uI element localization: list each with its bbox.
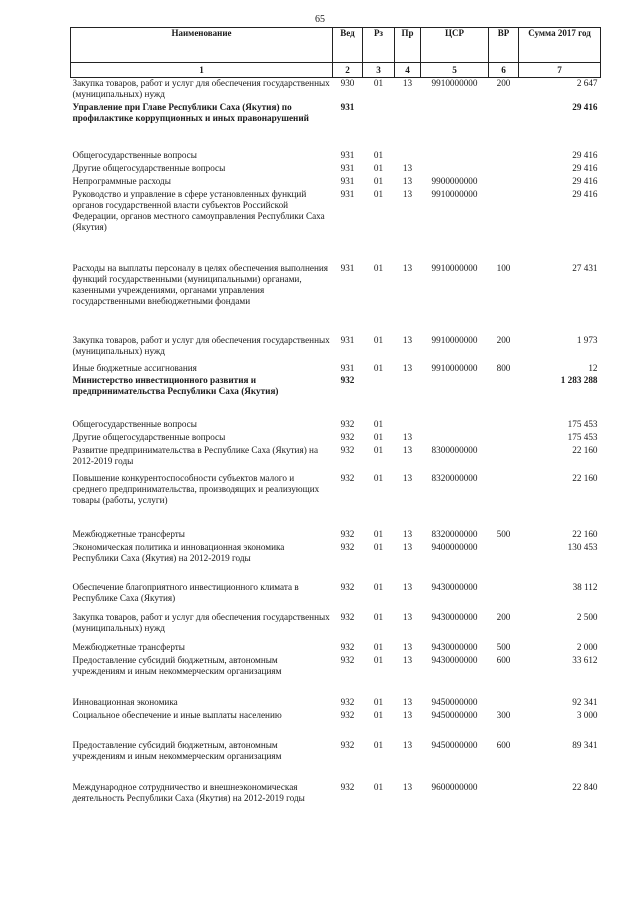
row-name: Повышение конкурентоспособности субъектов малого и среднего предпринимательства, производящих и реализующих товары (работы, услуги) bbox=[72, 472, 320, 505]
table-row bbox=[71, 335, 601, 363]
row-name: Международное сотрудничество и внешнеэкономическая деятельность Республики Саха (Якутия) на 2012-2019 годы bbox=[72, 781, 305, 803]
row-csr: 9430000000 bbox=[431, 654, 478, 665]
row-vr: 800 bbox=[496, 362, 511, 373]
row-vr bbox=[489, 150, 519, 163]
row-rz: 01 bbox=[373, 188, 384, 199]
header-pr: Пр bbox=[395, 28, 421, 63]
row-ved: 932 bbox=[340, 444, 355, 455]
row-csr: 9910000000 bbox=[431, 334, 478, 345]
row-vr: 600 bbox=[496, 654, 511, 665]
table-row bbox=[71, 740, 601, 782]
page-number: 65 bbox=[315, 14, 325, 25]
row-sum: 92 341 bbox=[572, 696, 598, 707]
row-sum: 2 647 bbox=[576, 78, 598, 88]
row-sum: 22 160 bbox=[572, 444, 598, 455]
row-pr: 13 bbox=[402, 362, 413, 373]
row-ved: 931 bbox=[340, 362, 355, 373]
row-name: Межбюджетные трансферты bbox=[72, 641, 185, 652]
row-csr: 9430000000 bbox=[431, 611, 478, 622]
row-rz: 01 bbox=[373, 362, 384, 373]
row-rz: 01 bbox=[373, 528, 384, 539]
row-rz: 01 bbox=[373, 696, 384, 707]
table-row bbox=[71, 655, 601, 697]
row-pr: 13 bbox=[402, 781, 413, 792]
row-ved: 932 bbox=[340, 431, 355, 442]
row-ved: 932 bbox=[340, 472, 355, 483]
column-number: 3 bbox=[363, 63, 395, 78]
row-rz: 01 bbox=[373, 149, 384, 160]
row-ved: 932 bbox=[340, 418, 355, 429]
table-row bbox=[71, 710, 601, 740]
row-vr bbox=[489, 542, 519, 582]
row-sum: 3 000 bbox=[576, 709, 598, 720]
row-name: Непрограммные расходы bbox=[72, 175, 171, 186]
row-csr bbox=[421, 102, 489, 150]
table-row bbox=[71, 375, 601, 419]
row-pr: 13 bbox=[402, 472, 413, 483]
row-rz: 01 bbox=[373, 418, 384, 429]
table-row bbox=[71, 473, 601, 529]
row-pr: 13 bbox=[402, 611, 413, 622]
row-name: Развитие предпринимательства в Республике Саха (Якутия) на 2012-2019 годы bbox=[72, 444, 319, 466]
row-csr: 8320000000 bbox=[431, 472, 478, 483]
header-rz: Рз bbox=[363, 28, 395, 63]
row-pr: 13 bbox=[402, 175, 413, 186]
row-rz: 01 bbox=[373, 262, 384, 273]
row-name: Расходы на выплаты персоналу в целях обеспечения выполнения функций государственными (муниципальными) органами, казенными учреждениями, органами управления государственными внебюджетными фондами bbox=[72, 262, 329, 306]
row-csr bbox=[421, 375, 489, 419]
row-rz: 01 bbox=[373, 654, 384, 665]
row-sum: 2 500 bbox=[576, 611, 598, 622]
row-ved: 931 bbox=[340, 334, 355, 345]
row-vr: 500 bbox=[496, 641, 511, 652]
row-name: Другие общегосударственные вопросы bbox=[72, 431, 226, 442]
table-row bbox=[71, 363, 601, 375]
row-pr bbox=[395, 419, 421, 432]
row-pr: 13 bbox=[402, 581, 413, 592]
table-row bbox=[71, 612, 601, 642]
row-vr: 200 bbox=[496, 611, 511, 622]
row-ved: 932 bbox=[340, 374, 355, 385]
row-vr: 200 bbox=[496, 334, 511, 345]
row-csr: 9910000000 bbox=[431, 362, 478, 373]
table-row bbox=[71, 582, 601, 612]
row-pr: 13 bbox=[402, 431, 413, 442]
row-csr bbox=[421, 432, 489, 445]
row-rz: 01 bbox=[373, 611, 384, 622]
row-name: Межбюджетные трансферты bbox=[72, 528, 185, 539]
row-pr: 13 bbox=[402, 528, 413, 539]
row-vr: 600 bbox=[496, 739, 511, 750]
row-sum: 29 416 bbox=[572, 101, 598, 112]
row-sum: 12 bbox=[588, 362, 598, 373]
column-number: 5 bbox=[421, 63, 489, 78]
row-rz: 01 bbox=[373, 472, 384, 483]
row-ved: 931 bbox=[340, 162, 355, 173]
row-sum: 27 431 bbox=[572, 262, 598, 273]
row-pr: 13 bbox=[402, 188, 413, 199]
row-sum: 29 416 bbox=[572, 162, 598, 173]
row-csr: 9900000000 bbox=[431, 175, 478, 186]
row-pr: 13 bbox=[402, 78, 413, 88]
table-row bbox=[71, 782, 601, 822]
row-sum: 175 453 bbox=[567, 418, 598, 429]
row-ved: 932 bbox=[340, 781, 355, 792]
row-pr: 13 bbox=[402, 444, 413, 455]
column-number: 4 bbox=[395, 63, 421, 78]
row-name: Предоставление субсидий бюджетным, автономным учреждениям и иным некоммерческим организациям bbox=[72, 739, 282, 761]
row-vr bbox=[489, 189, 519, 263]
table-row bbox=[71, 102, 601, 150]
row-name: Предоставление субсидий бюджетным, автономным учреждениям и иным некоммерческим организациям bbox=[72, 654, 282, 676]
row-name: Общегосударственные вопросы bbox=[72, 149, 197, 160]
row-vr: 200 bbox=[496, 78, 511, 88]
row-pr: 13 bbox=[402, 541, 413, 552]
column-number: 1 bbox=[71, 63, 333, 78]
header-csr: ЦСР bbox=[421, 28, 489, 63]
row-name: Социальное обеспечение и иные выплаты населению bbox=[72, 709, 282, 720]
row-vr: 500 bbox=[496, 528, 511, 539]
row-rz: 01 bbox=[373, 444, 384, 455]
row-csr: 9910000000 bbox=[431, 262, 478, 273]
header-vr: ВР bbox=[489, 28, 519, 63]
row-ved: 931 bbox=[340, 149, 355, 160]
row-sum: 29 416 bbox=[572, 149, 598, 160]
row-ved: 932 bbox=[340, 581, 355, 592]
table-row bbox=[71, 189, 601, 263]
row-ved: 932 bbox=[340, 654, 355, 665]
header-ved: Вед bbox=[333, 28, 363, 63]
row-vr bbox=[489, 176, 519, 189]
header-sum: Сумма 2017 год bbox=[519, 28, 601, 63]
row-csr bbox=[421, 150, 489, 163]
row-rz: 01 bbox=[373, 581, 384, 592]
row-sum: 22 160 bbox=[572, 472, 598, 483]
row-vr: 100 bbox=[496, 262, 511, 273]
row-pr: 13 bbox=[402, 739, 413, 750]
table-row bbox=[71, 642, 601, 655]
row-pr: 13 bbox=[402, 334, 413, 345]
row-sum: 29 416 bbox=[572, 175, 598, 186]
row-csr: 8300000000 bbox=[431, 444, 478, 455]
row-name: Экономическая политика и инновационная экономика Республики Саха (Якутия) на 2012-2019 годы bbox=[72, 541, 285, 563]
row-pr: 13 bbox=[402, 696, 413, 707]
column-number: 2 bbox=[333, 63, 363, 78]
row-csr bbox=[421, 419, 489, 432]
column-number: 6 bbox=[489, 63, 519, 78]
table-row bbox=[71, 150, 601, 163]
table-row bbox=[71, 445, 601, 473]
table-row bbox=[71, 163, 601, 176]
row-sum: 33 612 bbox=[572, 654, 598, 665]
row-rz: 01 bbox=[373, 781, 384, 792]
table-row bbox=[71, 78, 601, 102]
row-ved: 931 bbox=[340, 101, 355, 112]
row-vr bbox=[489, 582, 519, 612]
row-name: Инновационная экономика bbox=[72, 696, 178, 707]
budget-table-body bbox=[71, 78, 601, 822]
row-csr: 9450000000 bbox=[431, 696, 478, 707]
row-csr: 9430000000 bbox=[431, 581, 478, 592]
row-name: Закупка товаров, работ и услуг для обеспечения государственных (муниципальных) нужд bbox=[72, 334, 330, 356]
row-name: Закупка товаров, работ и услуг для обеспечения государственных (муниципальных) нужд bbox=[72, 611, 330, 633]
row-vr bbox=[489, 432, 519, 445]
row-ved: 932 bbox=[340, 611, 355, 622]
row-sum: 2 000 bbox=[576, 641, 598, 652]
row-csr: 9910000000 bbox=[431, 188, 478, 199]
row-vr bbox=[489, 102, 519, 150]
table-row bbox=[71, 542, 601, 582]
row-sum: 89 341 bbox=[572, 739, 598, 750]
row-pr: 13 bbox=[402, 709, 413, 720]
row-pr bbox=[395, 150, 421, 163]
row-ved: 932 bbox=[340, 641, 355, 652]
row-sum: 1 973 bbox=[576, 334, 598, 345]
row-csr: 9910000000 bbox=[431, 78, 478, 88]
row-rz: 01 bbox=[373, 175, 384, 186]
header-name: Наименование bbox=[71, 28, 333, 63]
row-csr: 9600000000 bbox=[431, 781, 478, 792]
row-ved: 932 bbox=[340, 739, 355, 750]
row-vr bbox=[489, 163, 519, 176]
row-ved: 932 bbox=[340, 709, 355, 720]
row-rz: 01 bbox=[373, 431, 384, 442]
row-rz bbox=[363, 102, 395, 150]
row-csr: 9430000000 bbox=[431, 641, 478, 652]
row-rz: 01 bbox=[373, 78, 384, 88]
row-ved: 931 bbox=[340, 262, 355, 273]
column-number-row bbox=[71, 63, 601, 78]
row-rz: 01 bbox=[373, 709, 384, 720]
row-ved: 932 bbox=[340, 696, 355, 707]
row-name: Иные бюджетные ассигнования bbox=[72, 362, 197, 373]
row-vr bbox=[489, 697, 519, 710]
row-rz: 01 bbox=[373, 739, 384, 750]
row-pr bbox=[395, 102, 421, 150]
row-vr bbox=[489, 375, 519, 419]
column-number: 7 bbox=[519, 63, 601, 78]
table-row bbox=[71, 529, 601, 542]
row-csr: 9400000000 bbox=[431, 541, 478, 552]
row-ved: 931 bbox=[340, 188, 355, 199]
row-vr bbox=[489, 419, 519, 432]
row-csr bbox=[421, 163, 489, 176]
row-rz: 01 bbox=[373, 641, 384, 652]
row-sum: 1 283 288 bbox=[560, 374, 598, 385]
row-sum: 130 453 bbox=[567, 541, 598, 552]
row-rz bbox=[363, 375, 395, 419]
row-pr: 13 bbox=[402, 641, 413, 652]
budget-table bbox=[70, 27, 601, 822]
row-pr: 13 bbox=[402, 262, 413, 273]
table-row bbox=[71, 697, 601, 710]
row-name: Руководство и управление в сфере установленных функций органов государственной власти субъектов Российской Федерации, органов местного самоуправления Республики Саха (Якутия) bbox=[72, 188, 325, 232]
table-row bbox=[71, 263, 601, 335]
row-rz: 01 bbox=[373, 162, 384, 173]
row-pr: 13 bbox=[402, 162, 413, 173]
row-vr bbox=[489, 473, 519, 529]
row-name: Управление при Главе Республики Саха (Якутия) по профилактике коррупционных и иных правонарушений bbox=[72, 101, 309, 123]
row-csr: 8320000000 bbox=[431, 528, 478, 539]
row-ved: 931 bbox=[340, 175, 355, 186]
row-name: Общегосударственные вопросы bbox=[72, 418, 197, 429]
table-row bbox=[71, 432, 601, 445]
row-csr: 9450000000 bbox=[431, 739, 478, 750]
row-pr: 13 bbox=[402, 654, 413, 665]
row-pr bbox=[395, 375, 421, 419]
row-rz: 01 bbox=[373, 541, 384, 552]
row-ved: 932 bbox=[340, 528, 355, 539]
row-csr: 9450000000 bbox=[431, 709, 478, 720]
row-name: Министерство инвестиционного развития и предпринимательства Республики Саха (Якутия) bbox=[72, 374, 279, 396]
row-vr bbox=[489, 782, 519, 822]
row-name: Обеспечение благоприятного инвестиционного климата в Республике Саха (Якутия) bbox=[72, 581, 299, 603]
row-vr bbox=[489, 445, 519, 473]
table-row bbox=[71, 176, 601, 189]
row-ved: 930 bbox=[340, 78, 355, 88]
row-sum: 29 416 bbox=[572, 188, 598, 199]
row-sum: 22 840 bbox=[572, 781, 598, 792]
table-row bbox=[71, 419, 601, 432]
row-sum: 175 453 bbox=[567, 431, 598, 442]
table-header-row bbox=[71, 28, 601, 63]
row-vr: 300 bbox=[496, 709, 511, 720]
row-name: Закупка товаров, работ и услуг для обеспечения государственных (муниципальных) нужд bbox=[72, 78, 330, 99]
row-name: Другие общегосударственные вопросы bbox=[72, 162, 226, 173]
row-sum: 22 160 bbox=[572, 528, 598, 539]
row-rz: 01 bbox=[373, 334, 384, 345]
row-sum: 38 112 bbox=[572, 581, 598, 592]
row-ved: 932 bbox=[340, 541, 355, 552]
